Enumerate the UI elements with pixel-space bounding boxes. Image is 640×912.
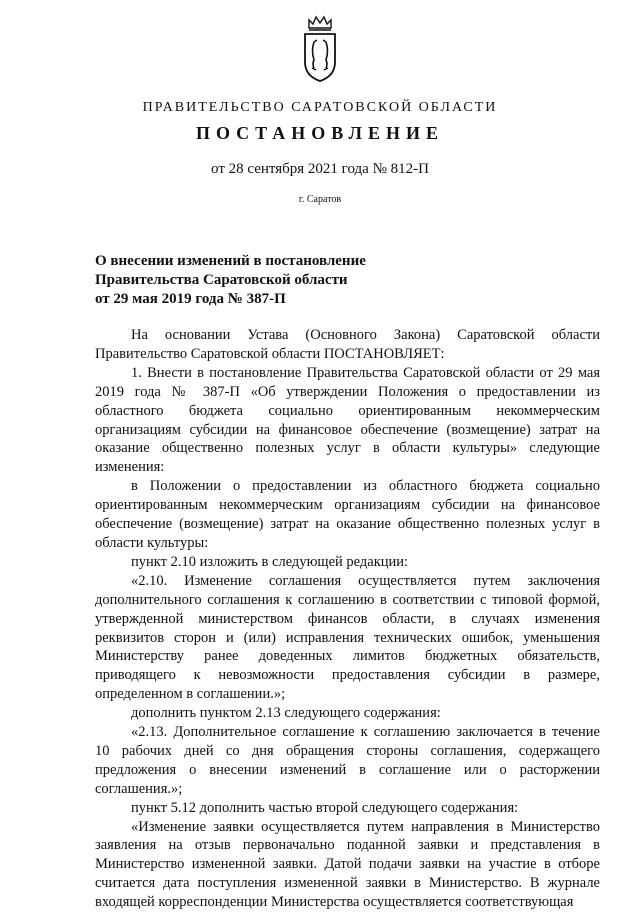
body-paragraph: «2.10. Изменение соглашения осуществляется путем заключения дополнительного соглашения к соглашению в соответствии с типовой формой, утвержденной министерством финансов области, в случаях изменения реквизитов сторон и (или) исправления технических ошибок, уменьшения Министерству ранее доведенных лимитов бюджетных обязательств, приводящего к невозможности предоставления субсидии в размере, определенном в соглашении.»; — [95, 572, 600, 703]
body-paragraph: в Положении о предоставлении из областного бюджета социально ориентированным некоммерческим организациям субсидии на финансовое обеспечение (возмещение) затрат на оказание общественно полезных услуг в области культуры: — [95, 478, 600, 551]
body-paragraph: «2.13. Дополнительное соглашение к соглашению заключается в течение 10 рабочих дней со дня обращения стороны соглашения, содержащего предложения о внесении изменений в соглашение или о расторжении соглашения.»; — [95, 724, 600, 797]
body-paragraph: пункт 2.10 изложить в следующей редакции: — [131, 553, 409, 570]
subject-line: от 29 мая 2019 года № 387-П — [95, 291, 286, 307]
subject-line: Правительства Саратовской области — [95, 272, 348, 288]
body-paragraph: пункт 5.12 дополнить частью второй следующего содержания: — [131, 799, 519, 816]
government-name: ПРАВИТЕЛЬСТВО САРАТОВСКОЙ ОБЛАСТИ — [142, 100, 498, 115]
body-paragraph: «Изменение заявки осуществляется путем направления в Министерство заявления на отзыв первоначально поданной заявки и представления в Министерство измененной заявки. Датой подачи заявки на участие в отборе считается дата поступления измененной заявки в Министерство. В журнале входящей корреспонденции Министерства осуществляется соответствующая — [95, 818, 600, 911]
preamble-paragraph: На основании Устава (Основного Закона) Саратовской области Правительство Саратовской области ПОСТАНОВЛЯЕТ: — [95, 327, 600, 362]
document-body — [95, 326, 600, 912]
document-subject — [95, 252, 366, 309]
body-paragraph: дополнить пунктом 2.13 следующего содержания: — [131, 705, 441, 722]
saratov-coat-of-arms-icon — [300, 14, 340, 84]
city: г. Саратов — [298, 194, 342, 205]
document-type-title: ПОСТАНОВЛЕНИЕ — [195, 123, 445, 143]
body-paragraph: 1. Внести в постановление Правительства Саратовской области от 29 мая 2019 года № 387-П «Об утверждении Положения о предоставлении из областного бюджета социально ориентированным некоммерческим организациям субсидии на финансовое обеспечение (возмещение) затрат на оказание общественно полезных услуг в области культуры» следующие изменения: — [95, 364, 600, 476]
subject-line: О внесении изменений в постановление — [95, 253, 366, 269]
date-and-number: от 28 сентября 2021 года № 812-П — [211, 161, 429, 177]
